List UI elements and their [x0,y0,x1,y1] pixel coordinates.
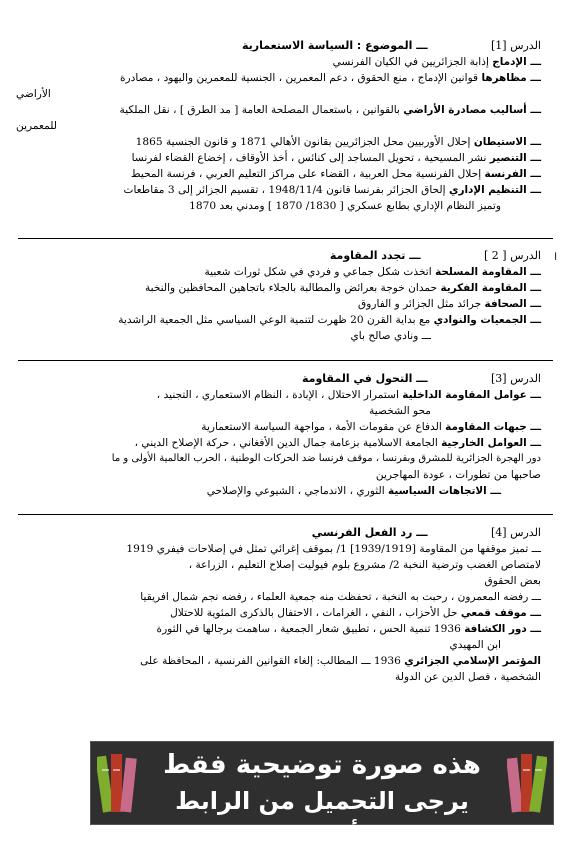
lesson-1-line: للمعمرين [16,120,57,132]
lesson-2-marker: ا [554,252,557,263]
section-divider [18,514,553,515]
lesson-4-line: ـــ رفضه المعمرون ، رحبت به النخبة ، تحفظت منه جمعية العلماء ، رفضه نجم شمال افريقيا [140,591,541,603]
lesson-1-line: الأراضي [16,88,51,100]
lesson-2-header [16,248,541,264]
section-divider [18,360,553,361]
lesson-1-header [16,38,541,54]
lesson-2-line: ـــ الصحافة جرائد مثل الجزائر و الفاروق [358,298,541,310]
banner-line-2: يرجى التحميل من الرابط أسفله [175,787,469,849]
lesson-2-line: ـــ المقاومة الفكرية حمدان خوجة بعرائض والمطالبة بالجلاء باتجاهين المحافظين والنخبة [144,282,541,294]
lesson-4-line: ـــ موقف قمعي حل الأحزاب ، النفي ، الغرامات ، الاحتفال بالذكرى المئوية للاحتلال [170,607,541,619]
section-divider [18,238,553,239]
lesson-3-line: ـــ العوامل الخارجية الجامعة الاسلامية بزعامة جمال الدين الأفغاني ، حركة الإصلاح الديني ، [134,437,541,449]
lesson-4-header [16,525,541,541]
lesson-3-line: ـــ الاتجاهات السياسية الثوري ، الاندماجي ، الشيوعي والإصلاحي [206,485,501,497]
lesson-3-title: ـــ التحول في المقاومة [301,372,428,385]
lesson-1-title: ـــ الموضوع : السياسة الاستعمارية [241,39,428,52]
lesson-3-line: ـــ جبهات المقاومة الدفاع عن مقومات الأمة ، مواجهة السياسة الاستعمارية [201,421,541,433]
lesson-1-line: ـــ التنصير نشر المسيحية ، تحويل المساجد إلى كنائس ، أخذ الأوقاف ، إخضاع القضاء لفرنسا [131,152,541,164]
lesson-1-line: ـــ الإدماج إذابة الجزائريين في الكيان الفرنسي [332,56,541,68]
lesson-1 [16,38,541,214]
lesson-4-line: الشخصية ، فصل الدين عن الدولة [395,671,541,683]
lesson-2-line: ـــ ونادي صالح باي [350,330,431,342]
lesson-4-line: ـــ تميز موقفها من المقاومة [1939/1919] 1/ بموقف إغرائي تمثل في إصلاحات فيفري 1919 [126,543,541,555]
lesson-2-line: ـــ المقاومة المسلحة اتخذت شكل جماعي و فردي في شكل ثورات شعبية [204,266,541,278]
lesson-3-line: ـــ عوامل المقاومة الداخلية استمرار الاحتلال ، الإبادة ، النظام الاستعماري ، التجنيد ، [156,389,541,401]
lesson-2-line: ـــ الجمعيات والنوادي مع بداية القرن 20 ظهرت لتنمية الوعي السياسي مثل الجمعية الراشدية [118,314,541,326]
lesson-3-line: صاحبها من تطورات ، عودة المهاجرين [375,469,541,481]
lesson-4-line: المؤتمر الإسلامي الجزائري 1936 ـــ المطالب: إلغاء القوانين الفرنسية ، المحافظة على [140,655,541,667]
lesson-1-line: ـــ التنظيم الإداري إلحاق الجزائر بفرنسا قانون 1948/11/4 ، تقسيم الجزائر إلى 3 مقاطعات [123,184,541,196]
lesson-3-line: محو الشخصية [369,405,431,417]
lesson-3-line: دور الهجرة الجزائرية للمشرق وبفرنسا ، موقف فرنسا ضد الحركات الوطنية ، الحرب العالمية الأولى و ما [111,453,541,464]
lesson-4-number: الدرس [4] [490,526,541,539]
download-notice-banner [90,741,554,849]
lesson-3-header [16,371,541,387]
lesson-1-line: ـــ مظاهرها قوانين الإدماج ، منع الحقوق ، دعم المعمرين ، الجنسية للمعمرين واليهود ، مصادرة [119,72,541,84]
banner-line-1: هذه صورة توضيحية فقط [163,750,481,780]
lesson-4 [16,525,541,685]
lesson-1-number: الدرس [1] [490,39,541,52]
books-icon [507,750,547,816]
books-icon [97,750,137,816]
lesson-4-line: ابن المهيدي [449,639,501,651]
lesson-1-line: ـــ الفرنسة إحلال الفرنسية محل العربية ، القضاء على مراكز التعليم العربي ، فرنسة المحيط [130,168,541,180]
lesson-2-title: ـــ تجدد المقاومة [329,249,421,262]
lesson-4-title: ـــ رد الفعل الفرنسي [311,526,428,539]
lesson-1-line: وتميز النظام الإداري بطابع عسكري [ 1830/ 1870 ] ومدني بعد 1870 [189,200,501,212]
lesson-4-line: ـــ دور الكشافة 1936 تنمية الحس ، تطبيق شعار الجمعية ، ساهمت برجالها في الثورة [156,623,541,635]
lesson-2-number: الدرس [ 2 ] [483,249,541,262]
lesson-4-line: لامتصاص الغضب وترضية النخبة 2/ مشروع بلوم فيوليت إصلاح التعليم ، الزراعة ، [188,559,541,571]
lesson-3 [16,371,541,499]
lesson-3-number: الدرس [3] [490,372,541,385]
lesson-2 [16,248,541,344]
lesson-4-line: بعض الحقوق [484,575,541,587]
lesson-1-line: ـــ أساليب مصادرة الأراضي بالقوانين ، باستعمال المصلحة العامة [ مد الطرق ] ، نقل الملكية [119,104,541,116]
lesson-1-line: ـــ الاستيطان إحلال الأوربيين محل الجزائريين بقانون الأهالي 1871 و قانون الجنسية 1865 [135,136,541,148]
